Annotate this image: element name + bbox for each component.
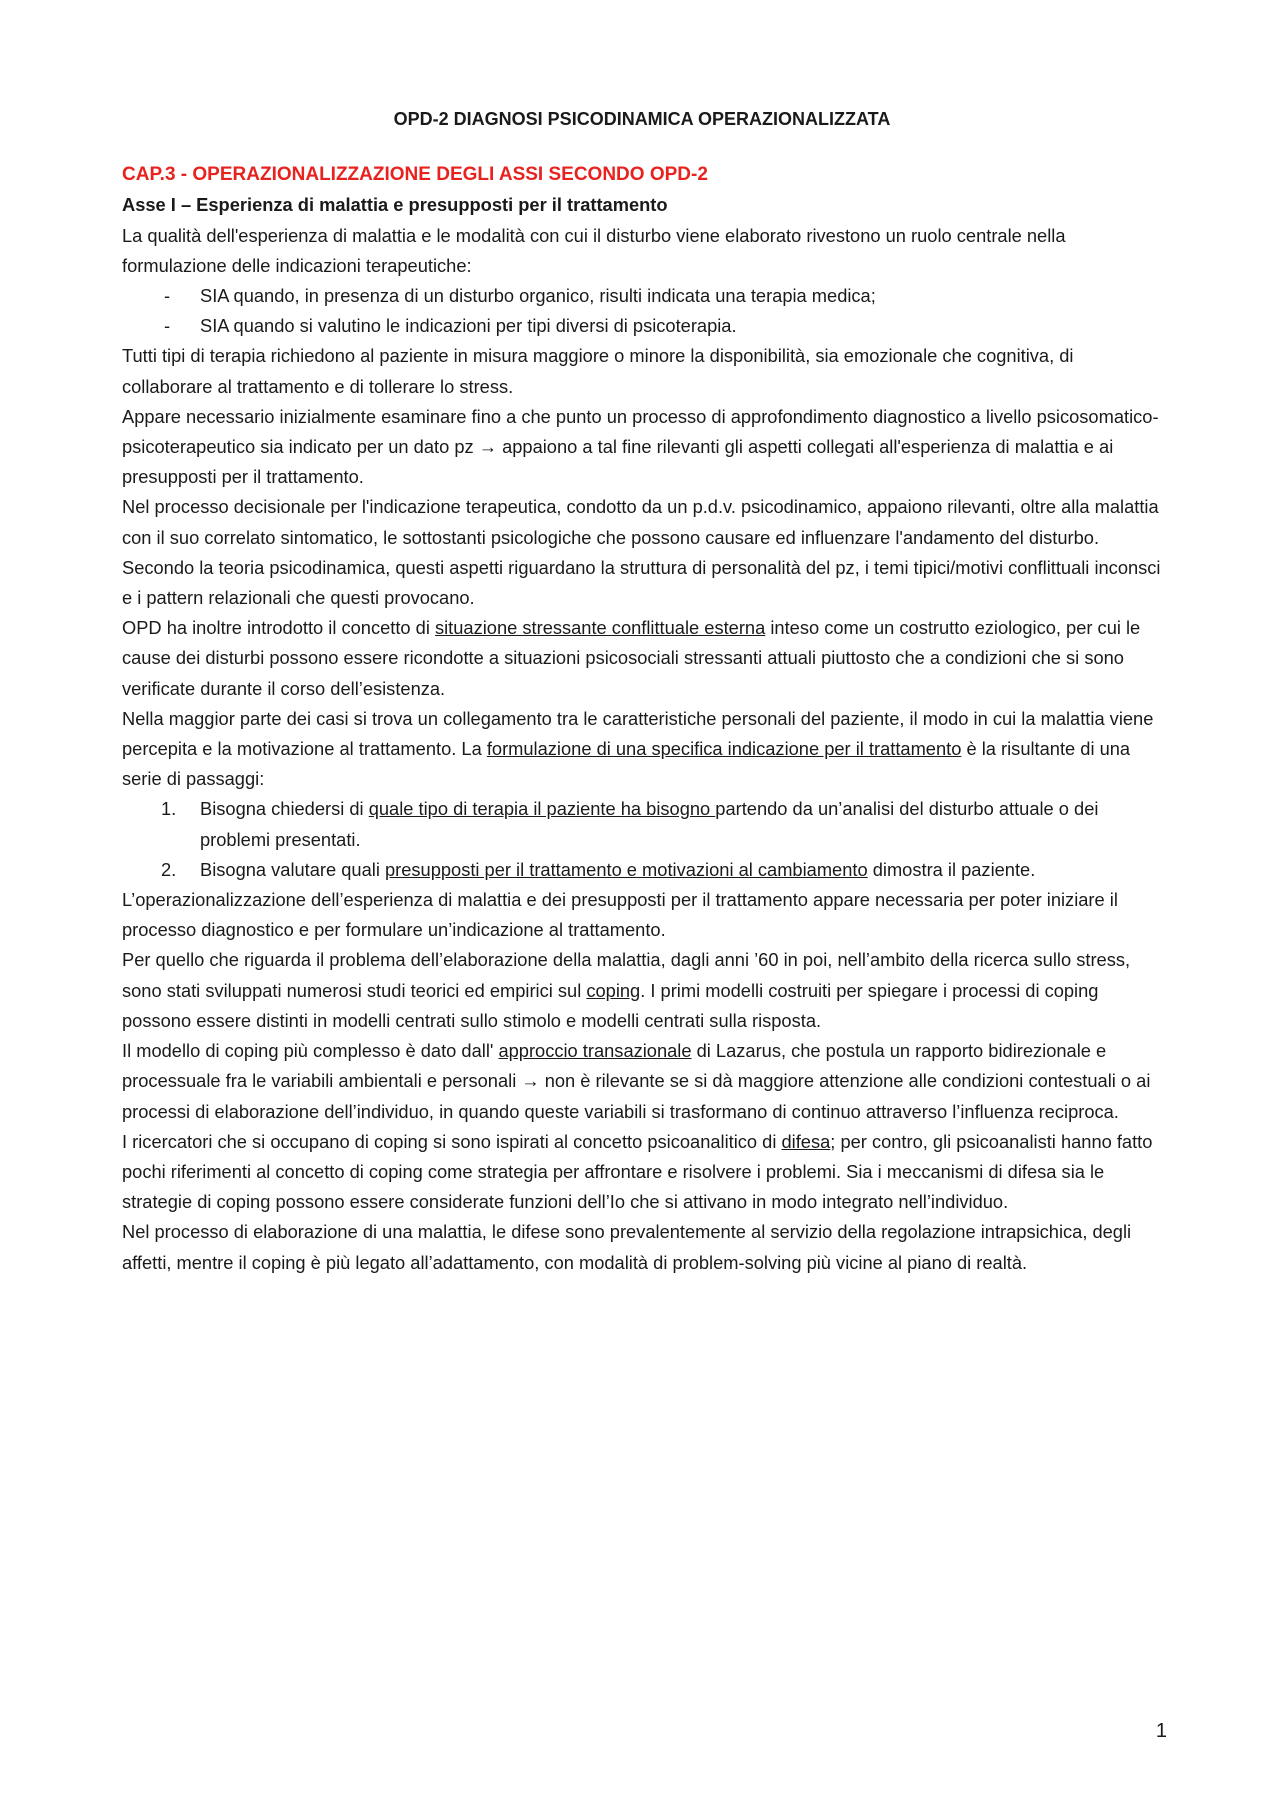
underlined-term-formulazione: formulazione di una specifica indicazione per il trattamento — [486, 738, 962, 760]
numbered-item — [122, 855, 1162, 885]
paragraph-9-text-end: di Lazarus, che postula un rapporto bidirezionale e processuale fra le variabili ambientali e personali → non è rilevante se si dà maggiore attenzione alle condizioni contestuali o ai processi di elaborazione dell’individuo, in quando queste variabili si trasformano di continuo attraverso l’influenza reciproca. — [122, 1040, 1151, 1122]
step-text-start: Bisogna valutare quali — [200, 858, 385, 880]
paragraph-8 — [122, 945, 1162, 1036]
list-item — [122, 311, 1162, 341]
underlined-term-approccio-transazionale: approccio transazionale — [498, 1040, 692, 1062]
list-item — [122, 281, 1162, 311]
paragraph-7: L’operazionalizzazione dell’esperienza di malattia e dei presupposti per il trattamento appare necessaria per poter iniziare il processo diagnostico e per formulare un’indicazione al trattamento. — [122, 889, 1118, 941]
underlined-term-difesa: difesa — [781, 1130, 831, 1152]
paragraph-5-text-end: inteso come un costrutto eziologico, per cui le cause dei disturbi possono essere ricondotte a situazioni psicosociali stressanti attuali piuttosto che a condizioni che si sono verificate durante il corso dell’esistenza. — [122, 617, 1141, 699]
item-number: 2. — [161, 858, 177, 880]
paragraph-6-text-start: Nella maggior parte dei casi si trova un collegamento tra le caratteristiche personali del paziente, il modo in cui la malattia viene percepita e la motivazione al trattamento. La — [122, 707, 1154, 760]
underlined-term-situazione-stressante: situazione stressante conflittuale esterna — [434, 617, 766, 639]
underlined-term-coping: coping — [586, 979, 641, 1001]
paragraph-10-text-end: ; per contro, gli psicoanalisti hanno fatto pochi riferimenti al concetto di coping come strategia per affrontare e risolvere i problemi. Sia i meccanismi di difesa sia le strategie di coping possono essere considerate funzioni dell’Io che si attivano in modo integrato nell’individuo. — [122, 1130, 1153, 1213]
paragraph-10-text-start: I ricercatori che si occupano di coping si sono ispirati al concetto psicoanalitico di — [122, 1130, 782, 1152]
chapter-heading: CAP.3 - OPERAZIONALIZZAZIONE DEGLI ASSI SECONDO OPD-2 — [122, 164, 708, 186]
underlined-term-tipo-terapia: quale tipo di terapia il paziente ha bisogno — [368, 798, 716, 820]
paragraph-10 — [122, 1127, 1162, 1218]
paragraph-8-text-end: . I primi modelli costruiti per spiegare i processi di coping possono essere distinti in modelli centrati sullo stimolo e modelli centrati sulla risposta. — [122, 979, 1099, 1031]
paragraph-2: Tutti tipi di terapia richiedono al paziente in misura maggiore o minore la disponibilità, sia emozionale che cognitiva, di collaborare al trattamento e di tollerare lo stress. — [122, 345, 1074, 397]
step-text-end: dimostra il paziente. — [867, 858, 1036, 880]
paragraph-6-text-end: è la risultante di una serie di passaggi: — [122, 738, 1131, 790]
item-number: 1. — [161, 798, 177, 820]
paragraph-9-text-start: Il modello di coping più complesso è dato dall' — [122, 1040, 499, 1062]
paragraph-6 — [122, 704, 1162, 795]
document-page — [122, 104, 1162, 1278]
dash-bullet: - — [164, 285, 171, 307]
step-text-end: partendo da un’analisi del disturbo attuale o dei problemi presentati. — [200, 798, 1099, 850]
paragraph-9 — [122, 1036, 1162, 1127]
dash-bullet: - — [164, 315, 171, 337]
paragraph-3: Appare necessario inizialmente esaminare fino a che punto un processo di approfondimento diagnostico a livello psicosomatico-psicoterapeutico sia indicato per un dato pz → appaiono a tal fine rilevanti gli aspetti collegati all'esperienza di malattia e ai presupposti per il trattamento. — [122, 405, 1159, 488]
page-number: 1 — [1155, 1720, 1167, 1742]
list-item-text: SIA quando si valutino le indicazioni per tipi diversi di psicoterapia. — [200, 315, 737, 337]
section-heading: Asse I – Esperienza di malattia e presupposti per il trattamento — [122, 194, 668, 216]
underlined-term-presupposti: presupposti per il trattamento e motivazioni al cambiamento — [384, 858, 868, 880]
document-title: OPD-2 DIAGNOSI PSICODINAMICA OPERAZIONALIZZATA — [393, 109, 891, 129]
numbered-list — [122, 794, 1162, 885]
list-item-text: SIA quando, in presenza di un disturbo organico, risulti indicata una terapia medica; — [200, 285, 876, 307]
numbered-item — [122, 794, 1162, 854]
paragraph-1: La qualità dell'esperienza di malattia e le modalità con cui il disturbo viene elaborato rivestono un ruolo centrale nella formulazione delle indicazioni terapeutiche: — [122, 224, 1066, 276]
paragraph-11: Nel processo di elaborazione di una malattia, le difese sono prevalentemente al servizio della regolazione intrapsichica, degli affetti, mentre il coping è più legato all’adattamento, con modalità di problem-solving più vicine al piano di realtà. — [122, 1221, 1132, 1273]
dash-list — [122, 281, 1162, 341]
step-text-start: Bisogna chiedersi di — [200, 798, 369, 820]
paragraph-5 — [122, 613, 1162, 704]
paragraph-4: Nel processo decisionale per l'indicazione terapeutica, condotto da un p.d.v. psicodinamico, appaiono rilevanti, oltre alla malattia con il suo correlato sintomatico, le sottostanti psicologiche che possono causare ed influenzare l'andamento del disturbo. Secondo la teoria psicodinamica, questi aspetti riguardano la struttura di personalità del pz, i temi tipici/motivi conflittuali inconsci e i pattern relazionali che questi provocano. — [122, 496, 1161, 609]
paragraph-8-text-start: Per quello che riguarda il problema dell’elaborazione della malattia, dagli anni ’60 in poi, nell’ambito della ricerca sullo stress, sono stati sviluppati numerosi studi teorici ed empirici sul — [122, 949, 1131, 1001]
paragraph-5-text-start: OPD ha inoltre introdotto il concetto di — [122, 617, 435, 639]
